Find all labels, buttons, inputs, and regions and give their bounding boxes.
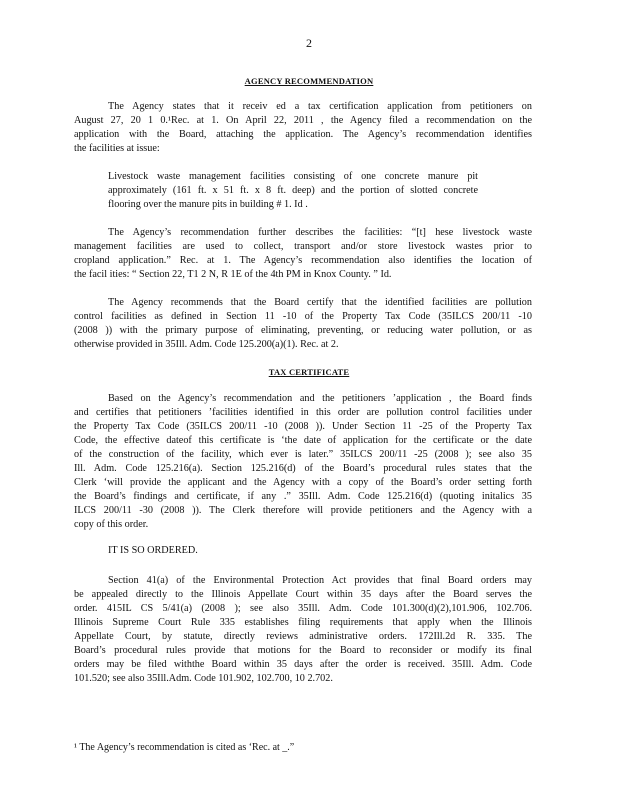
text-line: The Agency states that it receiv ed a tax certification application from petitioners on — [108, 101, 532, 112]
text-line: Ill. Adm. Code 125.216(a). Section 125.216(d) of the Board’s procedural rules states that the — [74, 463, 532, 474]
text-line: The Agency’s recommendation further describes the facilities: “[t] hese livestock waste — [108, 227, 532, 238]
text-line: management facilities are used to collect, transport and/or store livestock wastes prior to — [74, 241, 532, 252]
text-line: and certifies that petitioners ’facilities identified in this order are pollution control facilities under — [74, 407, 532, 418]
text-line: Clerk ‘will provide the applicant and the Agency with a copy of the Board’s order setting forth — [74, 477, 532, 488]
text-line: order. 415IL CS 5/41(a) (2008 ); see also 35Ill. Adm. Code 101.300(d)(2),101.906, 102.706. — [74, 603, 532, 614]
text-line: the facilities at issue: — [74, 143, 160, 154]
text-line: control facilities as defined in Section 11 -10 of the Property Tax Code (35ILCS 200/11 -10 — [74, 311, 532, 322]
footnote-1: ¹ The Agency’s recommendation is cited as ‘Rec. at _.” — [74, 742, 295, 753]
text-line: cropland application.” Rec. at 1. The Agency’s recommendation also identifies the location of — [74, 255, 532, 266]
text-line: Section 41(a) of the Environmental Protection Act provides that final Board orders may — [108, 575, 532, 586]
text-line: Appellate Court, by statute, directly reviews administrative orders. 172Ill.2d R. 335. The — [74, 631, 532, 642]
block-quote-facilities — [108, 170, 478, 212]
page-number: 2 — [306, 36, 312, 50]
text-line: of the construction of the facility, which ever is later.” 35ILCS 200/11 -25 (2008 ); see also 35 — [74, 449, 532, 460]
it-is-so-ordered: IT IS SO ORDERED. — [108, 545, 198, 556]
text-line: Illinois Supreme Court Rule 335 establishes filing requirements that apply when the Illinois — [74, 617, 532, 628]
text-line: Code, the effective dateof this certificate is ‘the date of application for the certificate or the date — [74, 435, 532, 446]
text-line: August 27, 20 1 0.¹Rec. at 1. On April 22, 2011 , the Agency filed a recommendation on the — [74, 115, 532, 126]
text-line: otherwise provided in 35Ill. Adm. Code 125.200(a)(1). Rec. at 2. — [74, 339, 339, 350]
paragraph-agency-recommends — [74, 296, 532, 352]
text-line: orders may be filed withthe Board within 35 days after the order is received. 35Ill. Adm. Code — [74, 659, 532, 670]
heading-agency-text: AGENCY RECOMMENDATION — [244, 76, 374, 86]
text-line: the facil ities: “ Section 22, T1 2 N, R 1E of the 4th PM in Knox County. ” Id. — [74, 269, 392, 280]
paragraph-board-certifies — [74, 392, 532, 532]
text-line: Livestock waste management facilities consisting of one concrete manure pit — [108, 171, 478, 182]
paragraph-appeal-rights — [74, 574, 532, 686]
text-line: 101.520; see also 35Ill.Adm. Code 101.902, 102.700, 10 2.702. — [74, 673, 333, 684]
paragraph-agency-intro — [74, 100, 532, 156]
text-line: ILCS 200/11 -30 (2008 )). The Clerk therefore will provide petitioners and the Agency with a — [74, 505, 532, 516]
heading-tax-certificate — [0, 367, 618, 377]
text-line: flooring over the manure pits in building # 1. Id . — [108, 199, 308, 210]
text-line: Based on the Agency’s recommendation and the petitioners ’application , the Board finds — [108, 393, 532, 404]
text-line: be appealed directly to the Illinois Appellate Court within 35 days after the Board serves the — [74, 589, 532, 600]
text-line: copy of this order. — [74, 519, 149, 530]
text-line: application with the Board, attaching the application. The Agency’s recommendation identifies — [74, 129, 532, 140]
text-line: the Property Tax Code (35ILCS 200/11 -10 (2008 )). Under Section 11 -25 of the Property Tax — [74, 421, 532, 432]
text-line: the Board’s findings and certificate, if any .” 35Ill. Adm. Code 125.216(d) (quoting initalics 35 — [74, 491, 532, 502]
text-line: The Agency recommends that the Board certify that the identified facilities are pollution — [108, 297, 532, 308]
text-line: Board’s procedural rules provide that motions for the Board to reconsider or modify its final — [74, 645, 532, 656]
heading-tax-text: TAX CERTIFICATE — [268, 367, 350, 377]
text-line: (2008 )) with the primary purpose of eliminating, preventing, or reducing water pollution, or as — [74, 325, 532, 336]
text-line: approximately (161 ft. x 51 ft. x 8 ft. deep) and the portion of slotted concrete — [108, 185, 478, 196]
paragraph-facility-description — [74, 226, 532, 282]
heading-agency-recommendation — [0, 76, 618, 86]
